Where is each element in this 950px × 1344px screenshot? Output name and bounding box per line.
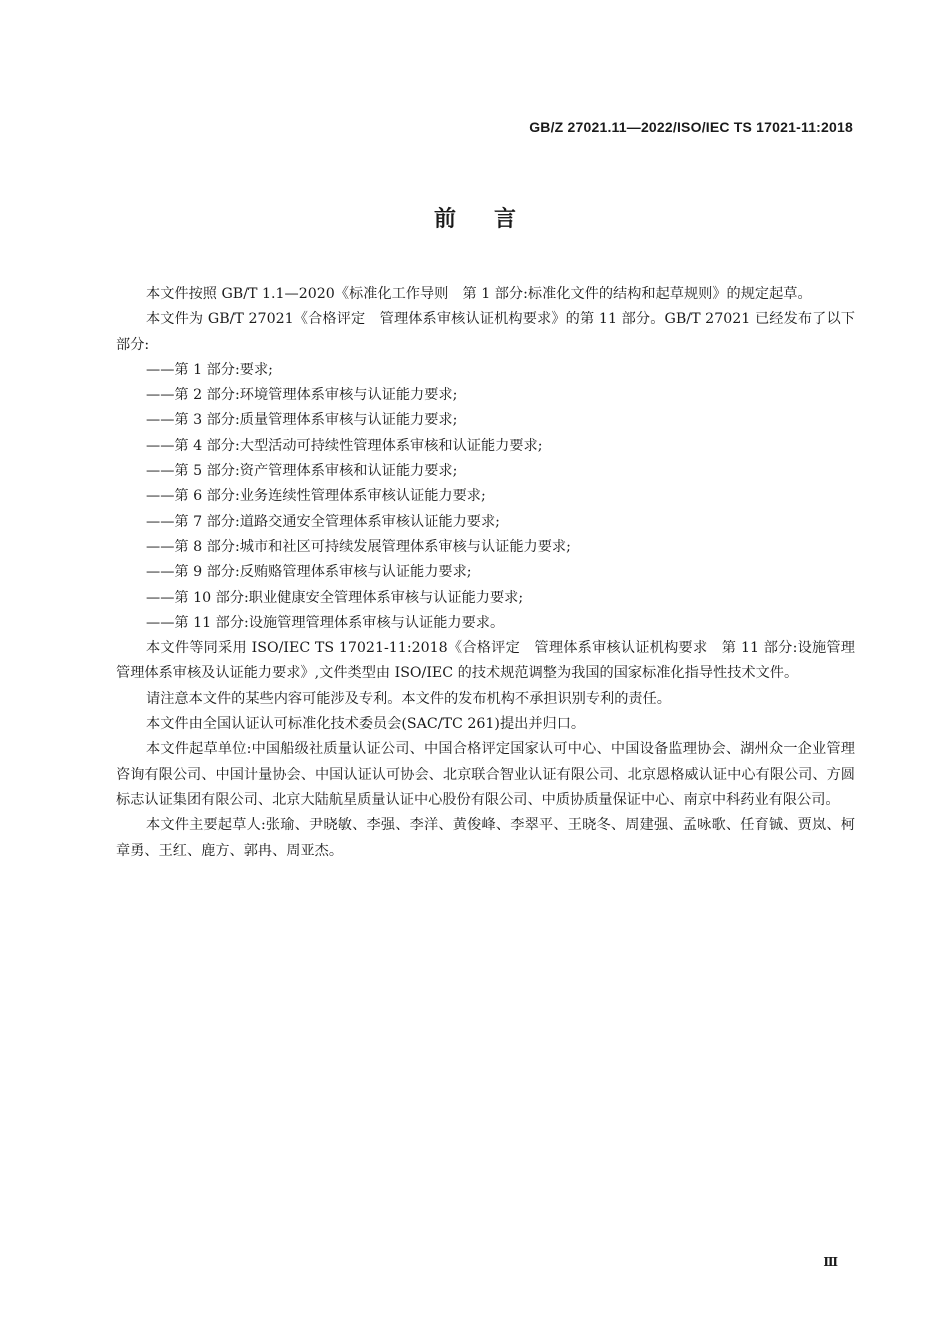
list-item: ——第 11 部分:设施管理管理体系审核与认证能力要求。	[146, 614, 505, 631]
document-body	[116, 282, 855, 864]
list-item: ——第 5 部分:资产管理体系审核和认证能力要求;	[146, 463, 458, 480]
paragraph-committee: 本文件由全国认证认可标准化技术委员会(SAC/TC 261)提出并归口。	[146, 716, 586, 733]
list-item: ——第 2 部分:环境管理体系审核与认证能力要求;	[146, 387, 458, 404]
paragraph-drafters: 本文件主要起草人:张瑜、尹晓敏、李强、李洋、黄俊峰、李翠平、王晓冬、周建强、孟咏歌、任育铖、贾岚、柯章勇、王红、鹿方、郭冉、周亚杰。	[116, 817, 855, 859]
paragraph-series-intro: 本文件为 GB/T 27021《合格评定 管理体系审核认证机构要求》的第 11 部分。GB/T 27021 已经发布了以下部分:	[116, 311, 855, 353]
list-item: ——第 10 部分:职业健康安全管理体系审核与认证能力要求;	[146, 589, 524, 606]
page-number: Ⅲ	[823, 1255, 838, 1269]
list-item: ——第 4 部分:大型活动可持续性管理体系审核和认证能力要求;	[146, 437, 543, 454]
paragraph-adoption: 本文件等同采用 ISO/IEC TS 17021-11:2018《合格评定 管理体系审核认证机构要求 第 11 部分:设施管理管理体系审核及认证能力要求》,文件类型由 ISO/IEC 的技术规范调整为我国的国家标准化指导性技术文件。	[116, 640, 855, 682]
list-item: ——第 3 部分:质量管理体系审核与认证能力要求;	[146, 412, 458, 429]
paragraph-drafting-rules: 本文件按照 GB/T 1.1—2020《标准化工作导则 第 1 部分:标准化文件的结构和起草规则》的规定起草。	[146, 286, 812, 302]
list-item: ——第 6 部分:业务连续性管理体系审核认证能力要求;	[146, 488, 486, 505]
paragraph-drafting-organizations: 本文件起草单位:中国船级社质量认证公司、中国合格评定国家认可中心、中国设备监理协会、湖州众一企业管理咨询有限公司、中国计量协会、中国认证认可协会、北京联合智业认证有限公司、北京恩格威认证中心有限公司、方圆标志认证集团有限公司、北京大陆航星质量认证中心股份有限公司、中质协质量保证中心、南京中科药业有限公司。	[116, 741, 855, 808]
list-item: ——第 1 部分:要求;	[146, 361, 273, 378]
list-item: ——第 9 部分:反贿赂管理体系审核与认证能力要求;	[146, 564, 472, 581]
list-item: ——第 8 部分:城市和社区可持续发展管理体系审核与认证能力要求;	[146, 538, 571, 555]
page-title: 前言	[433, 207, 554, 232]
paragraph-patent-notice: 请注意本文件的某些内容可能涉及专利。本文件的发布机构不承担识别专利的责任。	[146, 690, 671, 707]
standard-code-header: GB/Z 27021.11—2022/ISO/IEC TS 17021-11:2018	[529, 119, 853, 135]
list-item: ——第 7 部分:道路交通安全管理体系审核认证能力要求;	[146, 513, 500, 530]
